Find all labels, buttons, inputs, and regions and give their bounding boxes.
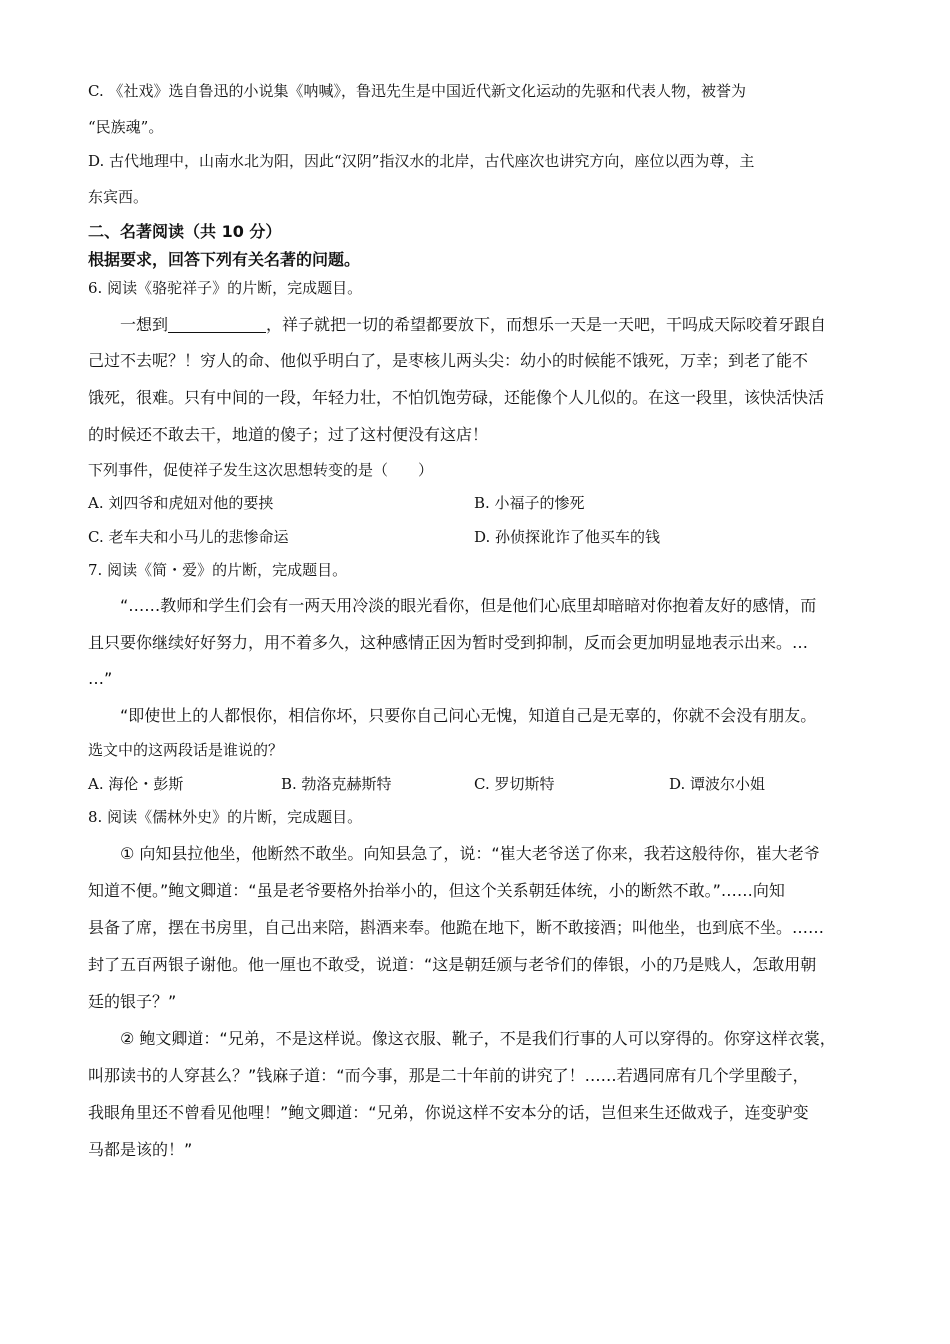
section-heading: 二、名著阅读（共 10 分）: [88, 222, 282, 241]
option-d-line-2: 东宾西。: [88, 188, 149, 206]
q7-paragraph-line-2: 且只要你继续好好努力，用不着多久，这种感情正因为暂时受到抑制，反而会更加明显地表示出来。…: [88, 633, 809, 652]
q6-paragraph-line-3: 饿死，很难。只有中间的一段，年轻力壮，不怕饥饱劳碌，还能像个人儿似的。在这一段里，该快活快活: [88, 388, 825, 407]
q7-option-d: D. 谭波尔小姐: [669, 775, 766, 793]
section-instruction: 根据要求，回答下列有关名著的问题。: [88, 250, 361, 269]
option-c-line-1: C. 《社戏》选自鲁迅的小说集《呐喊》，鲁迅先生是中国近代新文化运动的先驱和代表人物，被誉为: [88, 82, 746, 100]
q7-question: 选文中的这两段话是谁说的？: [88, 741, 284, 759]
q7-option-b: B. 勃洛克赫斯特: [281, 775, 392, 793]
q8-excerpt1-line-1: ① 向知县拉他坐，他断然不敢坐。向知县急了，说：“崔大老爷送了你来，我若这般待你，崔大老爷: [120, 844, 820, 863]
q8-excerpt2-line-3: 我眼角里还不曾看见他哩！”鲍文卿道：“兄弟，你说这样不安本分的话，岂但来生还做戏子，连变驴变: [88, 1103, 809, 1122]
q8-excerpt2-line-4: 马都是该的！”: [88, 1140, 193, 1159]
q6-question: 下列事件，促使祥子发生这次思想转变的是（ ）: [88, 461, 434, 479]
q8-excerpt1-line-5: 廷的银子？”: [88, 992, 177, 1011]
q7-paragraph-line-1: “……教师和学生们会有一两天用冷淡的眼光看你，但是他们心底里却暗暗对你抱着友好的感情，而: [120, 596, 817, 615]
q7-option-c: C. 罗切斯特: [474, 775, 555, 793]
q8-excerpt2-line-2: 叫那读书的人穿甚么？”钱麻子道：“而今事，那是二十年前的讲究了！……若遇同席有几个学里酸子，: [88, 1066, 809, 1085]
option-c-line-2: “民族魂”。: [88, 118, 164, 136]
q7-option-a: A. 海伦・彭斯: [88, 775, 184, 793]
q7-paragraph-line-3: …”: [88, 669, 113, 688]
q8-excerpt1-line-4: 封了五百两银子谢他。他一厘也不敢受，说道：“这是朝廷颁与老爷们的俸银，小的乃是贱人，怎敢用朝: [88, 955, 817, 974]
q8-excerpt1-line-2: 知道不便。”鲍文卿道：“虽是老爷要格外抬举小的，但这个关系朝廷体统，小的断然不敢。”……向知: [88, 881, 785, 900]
q6-option-c: C. 老车夫和小马儿的悲惨命运: [88, 528, 289, 546]
option-d-line-1: D. 古代地理中，山南水北为阳，因此“汉阴”指汉水的北岸，古代座次也讲究方向，座位以西为尊，主: [88, 152, 755, 170]
q6-paragraph-line-4: 的时候还不敢去干，地道的傻子；过了这村便没有这店！: [88, 425, 489, 444]
q7-stem: 7. 阅读《简・爱》的片断，完成题目。: [88, 561, 348, 579]
q8-stem: 8. 阅读《儒林外史》的片断，完成题目。: [88, 808, 363, 826]
q8-excerpt2-line-1: ② 鲍文卿道：“兄弟，不是这样说。像这衣服、靴子，不是我们行事的人可以穿得的。你穿这样衣裳，: [120, 1029, 836, 1048]
q6-text-rest: ，祥子就把一切的希望都要放下，而想乐一天是一天吧，干吗成天际咬着牙跟自: [266, 315, 827, 334]
q6-option-d: D. 孙侦探讹诈了他买车的钱: [474, 528, 661, 546]
q6-text-start: 一想到: [120, 315, 169, 334]
q6-option-b: B. 小福子的惨死: [474, 494, 585, 512]
q6-stem: 6. 阅读《骆驼祥子》的片断，完成题目。: [88, 279, 363, 297]
q6-paragraph-line-1: [120, 316, 826, 333]
q6-option-a: A. 刘四爷和虎妞对他的要挟: [88, 494, 274, 512]
q7-paragraph-line-4: “即使世上的人都恨你，相信你坏，只要你自己问心无愧，知道自己是无辜的，你就不会没有朋友。: [120, 706, 817, 725]
fill-in-blank: [168, 316, 266, 333]
q8-excerpt1-line-3: 县备了席，摆在书房里，自己出来陪，斟酒来奉。他跪在地下，断不敢接酒；叫他坐，也到底不坐。……: [88, 918, 825, 937]
q6-paragraph-line-2: 己过不去呢？！穷人的命、他似乎明白了，是枣核儿两头尖：幼小的时候能不饿死，万幸；到老了能不: [88, 351, 809, 370]
